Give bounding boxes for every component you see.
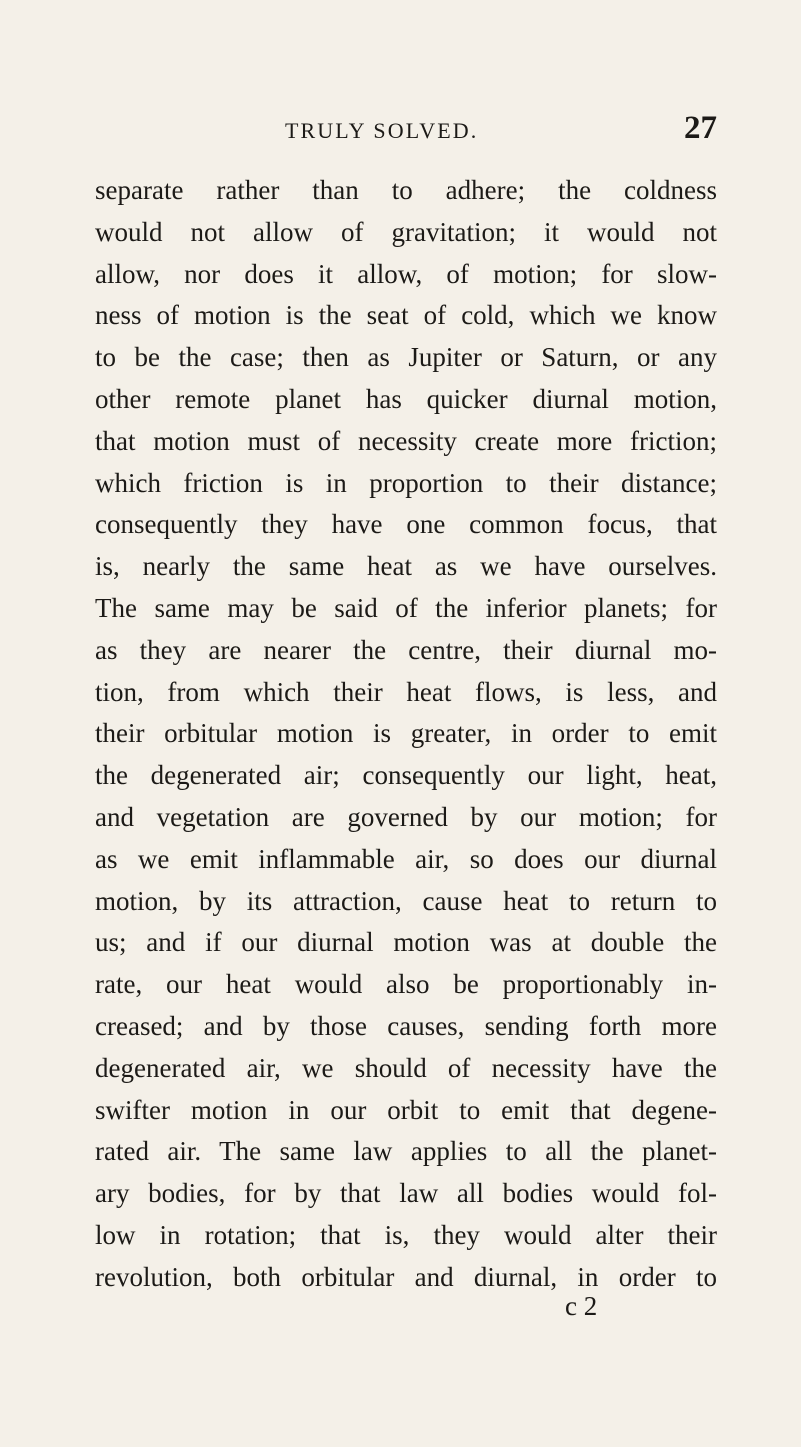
text-line: allow, nor does it allow, of motion; for slow- <box>95 258 717 289</box>
text-line: rate, our heat would also be proportionably in- <box>95 969 717 1000</box>
text-line: would not allow of gravitation; it would not <box>95 216 717 247</box>
signature-mark: c 2 <box>565 1291 598 1321</box>
text-line: degenerated air, we should of necessity have the <box>95 1052 717 1083</box>
text-line: us; and if our diurnal motion was at double the <box>95 927 717 958</box>
text-line: consequently they have one common focus, that <box>95 509 717 540</box>
text-line: ary bodies, for by that law all bodies would fol- <box>95 1178 717 1209</box>
text-line: their orbitular motion is greater, in order to emit <box>95 718 717 749</box>
text-line: to be the case; then as Jupiter or Saturn, or any <box>95 342 717 373</box>
text-line: rated air. The same law applies to all the planet- <box>95 1136 717 1167</box>
text-line: the degenerated air; consequently our light, heat, <box>95 760 717 791</box>
text-line: as they are nearer the centre, their diurnal mo- <box>95 634 717 665</box>
text-line: The same may be said of the inferior planets; for <box>95 592 717 623</box>
text-line: creased; and by those causes, sending forth more <box>95 1010 717 1041</box>
text-line: revolution, both orbitular and diurnal, in order to <box>95 1261 717 1292</box>
text-line: swifter motion in our orbit to emit that degene- <box>95 1094 717 1125</box>
text-line: which friction is in proportion to their distance; <box>95 467 717 498</box>
text-line: low in rotation; that is, they would alter their <box>95 1219 717 1250</box>
running-head <box>95 110 717 148</box>
body-text <box>95 170 717 1299</box>
running-title: TRULY SOLVED. <box>285 118 479 143</box>
text-line: ness of motion is the seat of cold, which we know <box>95 300 717 331</box>
text-line: that motion must of necessity create more friction; <box>95 425 717 456</box>
text-line: is, nearly the same heat as we have ourselves. <box>95 551 717 582</box>
text-line: as we emit inflammable air, so does our diurnal <box>95 843 717 874</box>
text-line: other remote planet has quicker diurnal motion, <box>95 383 717 414</box>
page-number: 27 <box>684 110 717 146</box>
text-line: and vegetation are governed by our motion; for <box>95 801 717 832</box>
text-line: separate rather than to adhere; the coldness <box>95 175 717 205</box>
text-line: motion, by its attraction, cause heat to return to <box>95 885 717 916</box>
text-line: tion, from which their heat flows, is less, and <box>95 676 717 707</box>
